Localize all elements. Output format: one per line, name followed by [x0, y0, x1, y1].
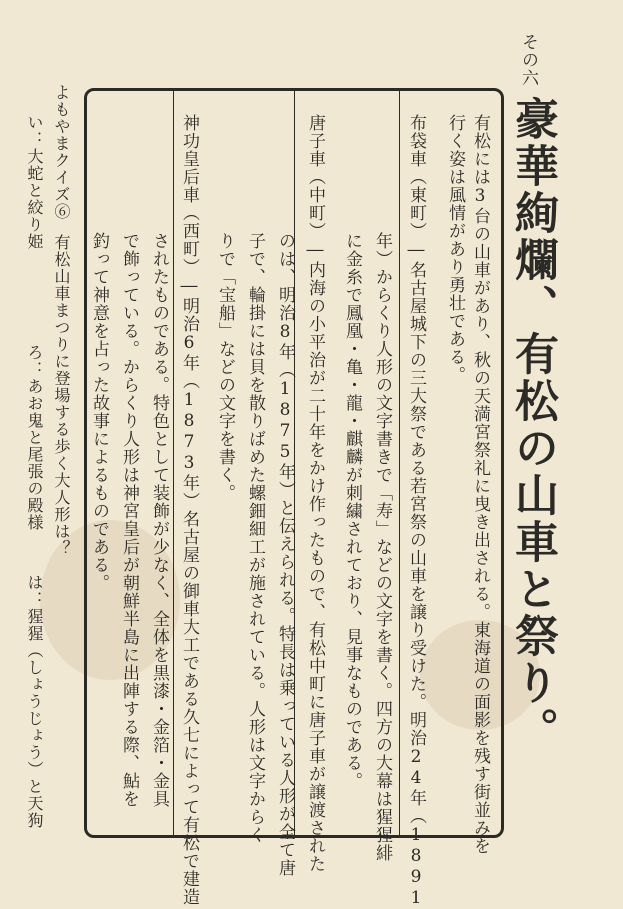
article-line: に金糸で鳳凰・亀・龍・麒麟が刺繍されており、見事なものである。 [342, 232, 362, 790]
quiz-option-ro: ろ：あお鬼と尾張の殿様 [25, 344, 44, 531]
article-line: 有松には3台の山車があり、秋の天満宮祭礼に曳き出される。東海道の面影を残す街並みを [470, 114, 490, 855]
article-line: 子で、輪掛には貝を散りばめた螺鈿細工が施されている。人形は文字からく [245, 232, 265, 844]
quiz-question: 有松山車まつりに登場する歩く大人形は？ [52, 234, 71, 557]
page-title: 豪華絢爛、有松の山車と祭り。 [507, 96, 558, 754]
series-label: その六 [518, 33, 538, 87]
quiz-label: よもやまクイズ⑥ [52, 84, 71, 220]
article-line: 年）からくり人形の文字書きで「寿」などの文字を書く。四方の大幕は猩猩緋 [372, 232, 392, 862]
column-rule [173, 88, 174, 838]
quiz-option-ha: は：猩猩（しょうじょう）と天狗 [25, 574, 44, 829]
article-line: のは、明治8年（1875年）と伝えられる。特長は乗っている人形が全て唐 [275, 232, 295, 877]
article-line: されたものである。特色として装飾が少なく、全体を黒漆・金箔・金具 [149, 232, 169, 808]
article-line: 布袋車（東町）―名古屋城下の三大祭である若宮祭の山車を譲り受けた。明治24年（1891 [406, 114, 426, 909]
article-line: 神功皇后車（西町）―明治6年（1873年）名古屋の御車大工である久七によって有松で建造 [179, 114, 199, 906]
article-line: 唐子車（中町）―内海の小平治が二十年をかけ作ったもので、有松中町に唐子車が譲渡された [305, 114, 325, 873]
article-line: りで「宝船」などの文字を書く。 [215, 232, 235, 502]
quiz-option-i: い：大蛇と絞り姫 [25, 114, 44, 250]
article-line: で飾っている。からくり人形は神宮皇后が朝鮮半島に出陣する際、鮎を [119, 232, 139, 808]
article-line: 行く姿は風情があり勇壮である。 [445, 114, 465, 384]
article-line: 釣って神意を占った故事によるものである。 [89, 232, 109, 592]
column-rule [399, 88, 400, 838]
